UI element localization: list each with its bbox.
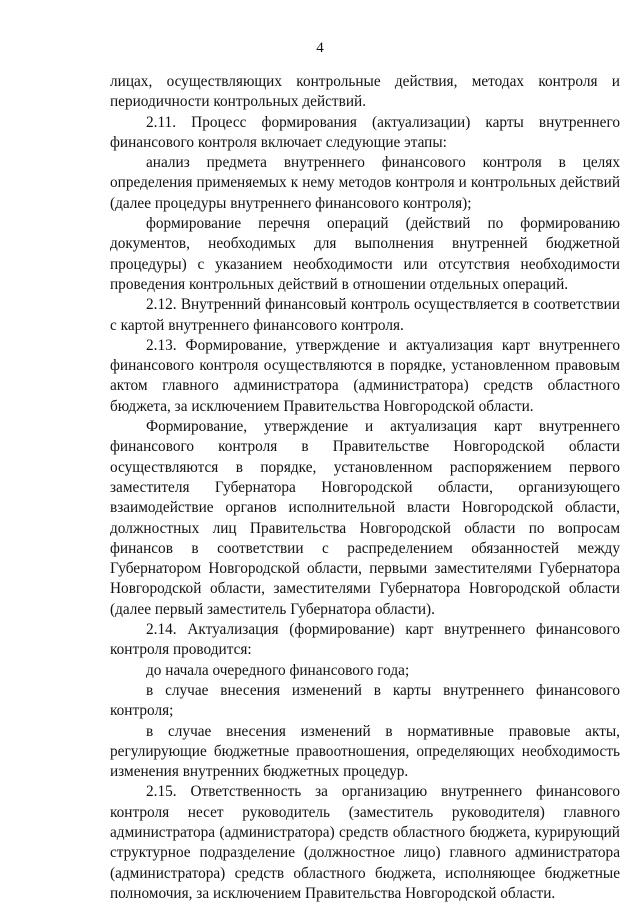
paragraph: 2.11. Процесс формирования (актуализации) карты внутреннего финансового контроля включает следующие этапы: xyxy=(110,113,620,151)
paragraph: в случае внесения изменений в карты внутреннего финансового контроля; xyxy=(110,681,620,720)
paragraph: до начала очередного финансового года; xyxy=(146,661,410,679)
paragraph: 2.14. Актуализация (формирование) карт внутреннего финансового контроля проводится: xyxy=(110,621,620,659)
page-number: 4 xyxy=(316,40,324,56)
paragraph: 2.12. Внутренний финансовый контроль осуществляется в соответствии с картой внутреннего финансового контроля. xyxy=(110,296,620,334)
paragraph: в случае внесения изменений в нормативные правовые акты, регулирующие бюджетные правоотношения, определяющих необходимость изменения внутренних бюджетных процедур. xyxy=(110,722,620,781)
paragraph: 2.13. Формирование, утверждение и актуализация карт внутреннего финансового контроля осуществляются в порядке, установленном правовым актом главного администратора (администратора) средств областного бюджета, за исключением Правительства Новгородской области. xyxy=(110,336,620,415)
paragraph: Формирование, утверждение и актуализация карт внутреннего финансового контроля в Правительстве Новгородской области осуществляются в порядке, установленном распоряжением первого заместителя Губернатора Новгородской области, организующего взаимодействие органов исполнительной власти Новгородской области, должностных лиц Правительства Новгородской области по вопросам финансов в соответствии с распределением обязанностей между Губернатором Новгородской области, первыми заместителями Губернатора Новгородской области, заместителями Губернатора Новгородской области (далее первый заместитель Губернатора области). xyxy=(110,418,620,618)
paragraph: лицах, осуществляющих контрольные действия, методах контроля и периодичности контрольных действий. xyxy=(110,73,620,111)
document-body xyxy=(110,72,620,904)
paragraph: анализ предмета внутреннего финансового контроля в целях определения применяемых к нему методов контроля и контрольных действий (далее процедуры внутреннего финансового контроля); xyxy=(110,154,620,212)
paragraph: формирование перечня операций (действий по формированию документов, необходимых для выполнения внутренней бюджетной процедуры) с указанием необходимости или отсутствия необходимости проведения контрольных действий в отношении отдельных операций. xyxy=(110,215,620,293)
paragraph: 2.15. Ответственность за организацию внутреннего финансового контроля несет руководитель (заместитель руководителя) главного администратора (администратора) средств областного бюджета, курирующий структурное подразделение (должностное лицо) главного администратора (администратора) средств областного бюджета, исполняющее бюджетные полномочия, за исключением Правительства Новгородской области. xyxy=(110,783,620,902)
